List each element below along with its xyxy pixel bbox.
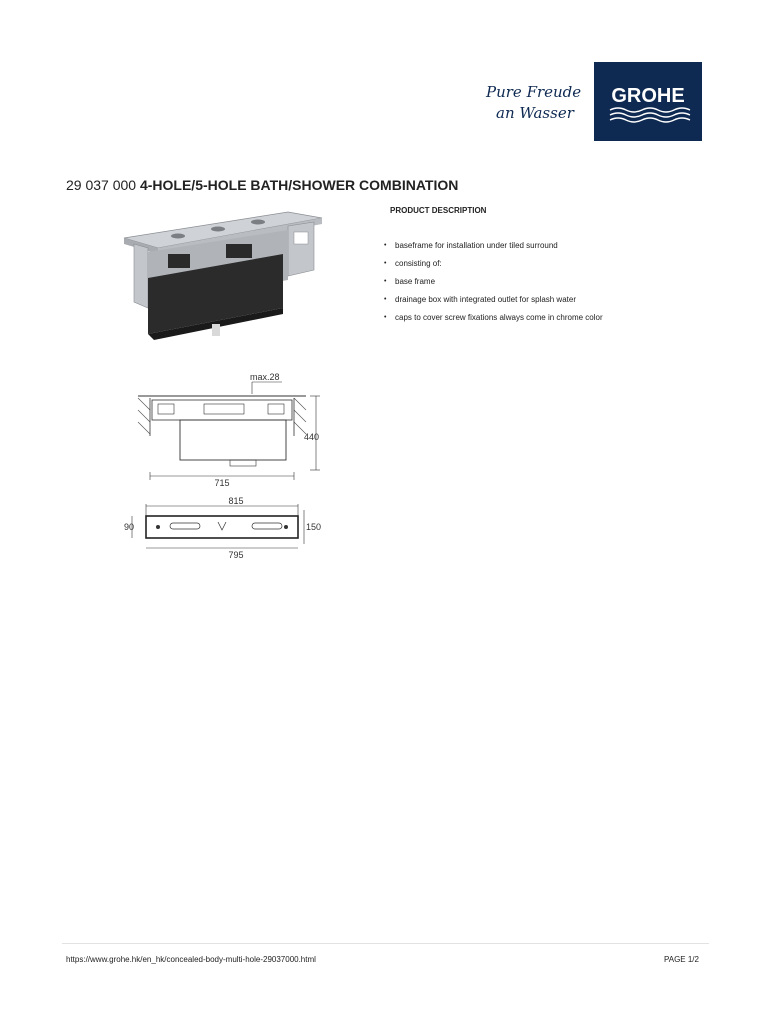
- product-description-heading: PRODUCT DESCRIPTION: [390, 206, 487, 215]
- logo-text: GROHE: [611, 85, 685, 107]
- dim-height: 440: [304, 432, 320, 442]
- brand-slogan: [484, 80, 584, 124]
- dimension-drawing-side: [134, 370, 334, 490]
- product-title: [66, 177, 458, 193]
- dim-depth-small: 90: [124, 522, 135, 532]
- list-item: • baseframe for installation under tiled surround: [384, 240, 603, 258]
- product-photo: [118, 208, 328, 348]
- product-name: 4-HOLE/5-HOLE BATH/SHOWER COMBINATION: [139, 177, 459, 193]
- product-number: 29 037 000: [66, 177, 137, 193]
- slogan-line-1: Pure Freude: [486, 83, 582, 101]
- footer-url-link[interactable]: https://www.grohe.hk/en_hk/concealed-body-multi-hole-29037000.html: [66, 955, 316, 964]
- grohe-logo[interactable]: [594, 62, 702, 141]
- list-item: • caps to cover screw fixations always come in chrome color: [384, 312, 603, 330]
- list-item: • base frame: [384, 276, 603, 294]
- dim-outer-width: 815: [228, 496, 244, 506]
- slogan-line-2: an Wasser: [496, 104, 574, 122]
- water-wave-icon: [610, 108, 690, 112]
- product-description-list: [384, 240, 603, 330]
- list-item: • drainage box with integrated outlet for splash water: [384, 294, 603, 312]
- list-item: • consisting of:: [384, 258, 603, 276]
- dim-depth-large: 150: [306, 522, 322, 532]
- page-number: PAGE 1/2: [664, 955, 699, 964]
- dim-max: max.28: [250, 372, 280, 382]
- dimension-drawing-top: [122, 496, 328, 560]
- footer-divider: [62, 943, 709, 944]
- dim-frame-width: 795: [228, 550, 244, 560]
- dim-inner-width: 715: [214, 478, 230, 488]
